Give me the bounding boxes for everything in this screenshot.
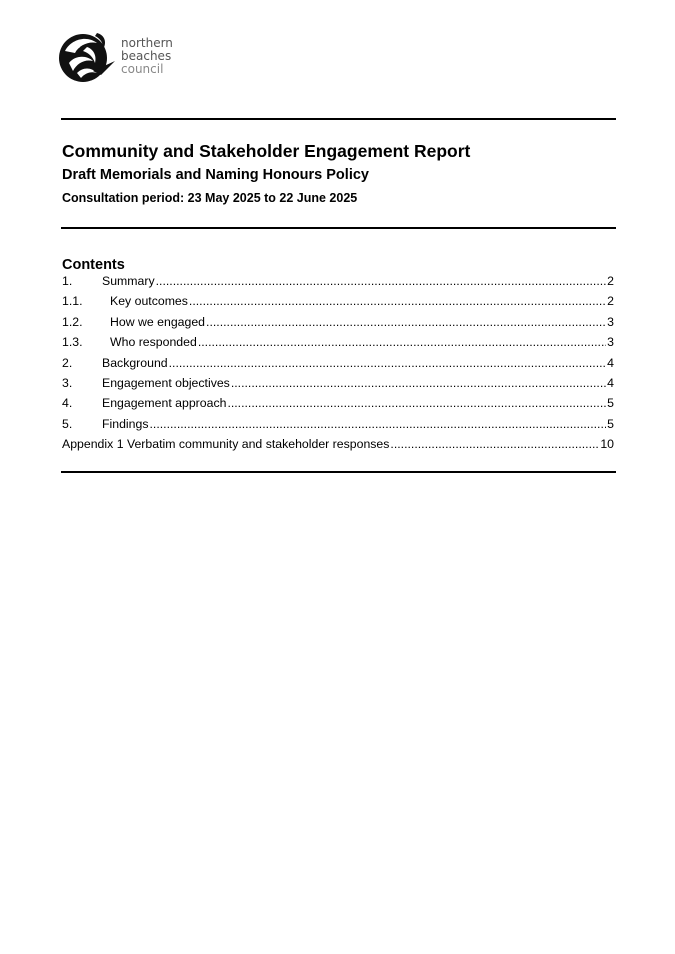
contents-heading: Contents [62, 257, 125, 273]
toc-number: 4. [62, 396, 73, 411]
toc-label: Findings [102, 416, 149, 431]
toc-leader [231, 376, 606, 390]
toc-page: 5 [607, 416, 614, 431]
toc-number: 1.1. [62, 294, 83, 309]
logo-line-1: northern [121, 36, 173, 50]
toc-leader [227, 396, 606, 410]
toc-entry-who-responded[interactable] [62, 335, 614, 355]
northern-beaches-logo-icon [57, 31, 117, 86]
header-divider [61, 227, 616, 229]
toc-label: Key outcomes [110, 294, 188, 309]
logo-line-2: beaches [121, 49, 172, 63]
consultation-period: Consultation period: 23 May 2025 to 22 June 2025 [62, 191, 358, 205]
top-divider [61, 118, 616, 120]
toc-page: 3 [607, 335, 614, 350]
toc-number: 3. [62, 375, 73, 390]
toc-number: 5. [62, 416, 73, 431]
toc-page: 2 [607, 274, 614, 288]
logo-wordmark [121, 37, 173, 76]
toc-entry-engagement-objectives[interactable] [62, 376, 614, 396]
toc-leader [169, 356, 607, 370]
toc-number: 2. [62, 355, 73, 370]
logo-line-3: council [121, 62, 164, 76]
toc-entry-how-we-engaged[interactable] [62, 315, 614, 335]
toc-label: Who responded [110, 335, 197, 350]
toc-page: 4 [607, 375, 614, 390]
toc-leader [149, 417, 606, 431]
toc-leader [390, 437, 599, 451]
toc-entry-findings[interactable] [62, 417, 614, 437]
report-subtitle: Draft Memorials and Naming Honours Policy [62, 167, 369, 183]
toc-page: 3 [607, 314, 614, 329]
toc-page: 5 [607, 396, 614, 411]
toc-entry-summary[interactable] [62, 274, 614, 294]
toc-label: Background [102, 355, 168, 370]
toc-page: 4 [607, 355, 614, 370]
toc-label: Engagement approach [102, 396, 227, 411]
toc-number: 1. [62, 274, 73, 288]
table-of-contents [62, 274, 614, 458]
toc-page: 10 [600, 437, 614, 452]
toc-entry-background[interactable] [62, 356, 614, 376]
toc-number: 1.3. [62, 335, 83, 350]
toc-entry-appendix-1[interactable] [62, 437, 614, 457]
toc-leader [206, 315, 606, 329]
council-logo [57, 31, 177, 86]
toc-number: 1.2. [62, 314, 83, 329]
report-title: Community and Stakeholder Engagement Report [62, 141, 471, 161]
toc-label: Summary [102, 274, 155, 288]
toc-label: Appendix 1 Verbatim community and stakeholder responses [62, 437, 390, 452]
toc-leader [156, 274, 607, 288]
toc-entry-engagement-approach[interactable] [62, 396, 614, 416]
toc-leader [198, 335, 606, 349]
toc-label: How we engaged [110, 314, 206, 329]
toc-page: 2 [607, 294, 614, 309]
toc-leader [189, 294, 606, 308]
toc-entry-key-outcomes[interactable] [62, 294, 614, 314]
contents-divider [61, 471, 616, 473]
toc-label: Engagement objectives [102, 375, 230, 390]
